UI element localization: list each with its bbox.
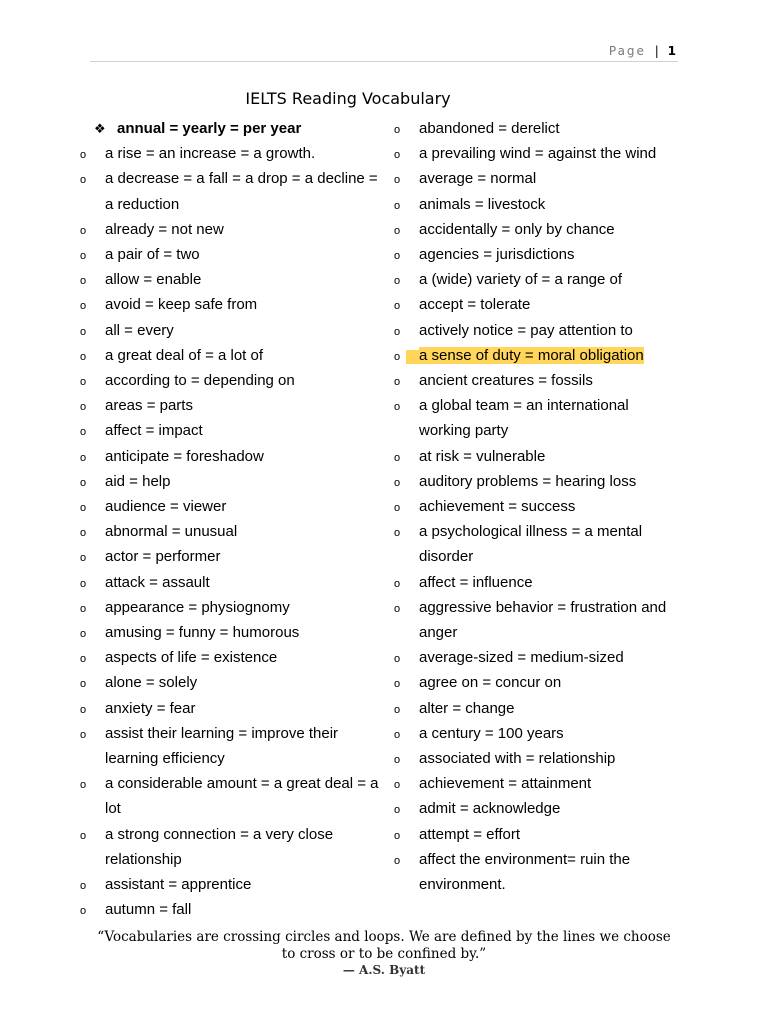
circle-bullet-icon: o bbox=[394, 577, 401, 590]
vocabulary-entry: a (wide) variety of = a range of bbox=[419, 271, 623, 289]
list-item bbox=[80, 368, 380, 393]
circle-bullet-icon: o bbox=[394, 325, 401, 338]
vocabulary-entry: autumn = fall bbox=[105, 901, 192, 919]
circle-bullet-icon: o bbox=[394, 376, 401, 389]
list-item bbox=[80, 141, 380, 166]
circle-bullet-icon: o bbox=[394, 224, 401, 237]
vocabulary-entry: assist their learning = improve their learning efficiency bbox=[105, 724, 339, 768]
circle-bullet-icon: o bbox=[80, 829, 87, 842]
list-item bbox=[394, 721, 684, 746]
vocabulary-entry: a strong connection = a very close relationship bbox=[105, 825, 334, 868]
circle-bullet-icon: o bbox=[80, 174, 87, 187]
circle-bullet-icon: o bbox=[394, 199, 401, 212]
circle-bullet-icon: o bbox=[394, 451, 401, 464]
quote-text: “Vocabularies are crossing circles and loops. We are defined by the lines we choose to cross or to be confined by.” bbox=[97, 929, 671, 962]
diamond-bullet-icon: ❖ bbox=[94, 121, 106, 136]
vocabulary-entry: auditory problems = hearing loss bbox=[419, 472, 637, 490]
circle-bullet-icon: o bbox=[394, 854, 401, 867]
circle-bullet-icon: o bbox=[80, 728, 87, 741]
list-item bbox=[80, 318, 380, 343]
vocabulary-entry: allow = enable bbox=[105, 271, 202, 289]
list-item bbox=[394, 267, 684, 292]
vocabulary-entry: amusing = funny = humorous bbox=[105, 624, 300, 642]
list-item bbox=[394, 796, 684, 821]
list-item bbox=[394, 444, 684, 469]
circle-bullet-icon: o bbox=[80, 476, 87, 489]
vocabulary-entry: affect the environment= ruin the environment. bbox=[419, 850, 631, 894]
list-item bbox=[80, 620, 380, 645]
list-item bbox=[80, 217, 380, 242]
list-item bbox=[394, 393, 684, 443]
vocabulary-entry: actively notice = pay attention to bbox=[419, 321, 633, 339]
circle-bullet-icon: o bbox=[80, 502, 87, 515]
list-item bbox=[394, 192, 684, 217]
circle-bullet-icon: o bbox=[394, 653, 401, 666]
page-number: 1 bbox=[667, 44, 676, 58]
vocabulary-entry: achievement = attainment bbox=[419, 775, 592, 793]
list-item bbox=[394, 318, 684, 343]
circle-bullet-icon: o bbox=[80, 300, 87, 313]
vocabulary-entry: associated with = relationship bbox=[419, 750, 616, 768]
circle-bullet-icon: o bbox=[80, 426, 87, 439]
vocabulary-entry: avoid = keep safe from bbox=[105, 296, 258, 314]
list-item bbox=[394, 570, 684, 595]
circle-bullet-icon: o bbox=[80, 527, 87, 540]
circle-bullet-icon: o bbox=[80, 703, 87, 716]
vocabulary-entry: areas = parts bbox=[105, 397, 193, 415]
vocabulary-entry: appearance = physiognomy bbox=[105, 598, 290, 616]
vocabulary-entry: a rise = an increase = a growth. bbox=[105, 145, 316, 163]
vocabulary-entry: alter = change bbox=[419, 699, 515, 717]
list-item bbox=[394, 595, 684, 645]
circle-bullet-icon: o bbox=[394, 476, 401, 489]
list-item bbox=[80, 519, 380, 544]
vocabulary-entry: average-sized = medium-sized bbox=[419, 649, 624, 667]
list-item bbox=[80, 444, 380, 469]
quote-author: — A.S. Byatt bbox=[342, 963, 426, 977]
list-item bbox=[80, 267, 380, 292]
vocabulary-entry: according to = depending on bbox=[105, 372, 295, 390]
list-item bbox=[394, 670, 684, 695]
list-item bbox=[394, 217, 684, 242]
vocabulary-entry: all = every bbox=[105, 321, 174, 339]
vocabulary-entry: average = normal bbox=[419, 170, 537, 188]
vocabulary-entry: achievement = success bbox=[419, 498, 576, 516]
page-label: Page bbox=[608, 44, 646, 58]
lead-item-text: annual = yearly = per year bbox=[117, 120, 302, 137]
vocabulary-entry: a pair of = two bbox=[105, 246, 200, 264]
circle-bullet-icon: o bbox=[394, 779, 401, 792]
list-item bbox=[394, 746, 684, 771]
list-item bbox=[80, 595, 380, 620]
list-item bbox=[80, 670, 380, 695]
lead-item bbox=[80, 116, 380, 141]
list-item bbox=[80, 570, 380, 595]
circle-bullet-icon: o bbox=[394, 602, 401, 615]
circle-bullet-icon: o bbox=[80, 678, 87, 691]
list-item bbox=[394, 242, 684, 267]
circle-bullet-icon: o bbox=[394, 343, 419, 371]
list-item bbox=[394, 368, 684, 393]
vocabulary-entry: a prevailing wind = against the wind bbox=[419, 145, 657, 163]
vocabulary-entry: admit = acknowledge bbox=[419, 800, 561, 818]
vocabulary-entry: animals = livestock bbox=[419, 195, 546, 213]
circle-bullet-icon: o bbox=[394, 502, 401, 515]
circle-bullet-icon: o bbox=[80, 880, 87, 893]
circle-bullet-icon: o bbox=[80, 577, 87, 590]
circle-bullet-icon: o bbox=[394, 804, 401, 817]
circle-bullet-icon: o bbox=[80, 376, 87, 389]
list-item bbox=[80, 544, 380, 569]
list-item bbox=[80, 166, 380, 216]
list-item bbox=[394, 847, 684, 897]
list-item bbox=[80, 696, 380, 721]
vocabulary-entry: aspects of life = existence bbox=[105, 649, 278, 667]
vocabulary-entry: alone = solely bbox=[105, 674, 198, 692]
list-item bbox=[80, 771, 380, 821]
list-item bbox=[394, 645, 684, 670]
circle-bullet-icon: o bbox=[80, 275, 87, 288]
circle-bullet-icon: o bbox=[80, 602, 87, 615]
document-title: IELTS Reading Vocabulary bbox=[245, 89, 451, 108]
circle-bullet-icon: o bbox=[394, 401, 401, 414]
list-item bbox=[80, 494, 380, 519]
vocabulary-entry: ancient creatures = fossils bbox=[419, 372, 593, 390]
list-item bbox=[394, 494, 684, 519]
circle-bullet-icon: o bbox=[80, 653, 87, 666]
vocabulary-entry: agree on = concur on bbox=[419, 674, 562, 692]
page-header bbox=[609, 44, 676, 58]
right-vocabulary-column bbox=[394, 116, 684, 897]
circle-bullet-icon: o bbox=[394, 149, 401, 162]
list-item bbox=[80, 897, 380, 922]
list-item bbox=[394, 696, 684, 721]
list-item bbox=[80, 872, 380, 897]
list-item bbox=[80, 242, 380, 267]
circle-bullet-icon: o bbox=[394, 754, 401, 767]
vocabulary-entry: a global team = an international working party bbox=[419, 397, 629, 440]
vocabulary-entry: assistant = apprentice bbox=[105, 876, 252, 894]
vocabulary-entry: agencies = jurisdictions bbox=[419, 246, 575, 264]
vocabulary-entry: a great deal of = a lot of bbox=[105, 346, 264, 364]
left-list bbox=[80, 141, 380, 922]
list-item bbox=[80, 292, 380, 317]
circle-bullet-icon: o bbox=[394, 275, 401, 288]
list-item bbox=[80, 645, 380, 670]
circle-bullet-icon: o bbox=[80, 149, 87, 162]
vocabulary-entry: abnormal = unusual bbox=[105, 523, 238, 541]
list-item bbox=[394, 771, 684, 796]
vocabulary-entry: anticipate = foreshadow bbox=[105, 447, 264, 465]
circle-bullet-icon: o bbox=[394, 703, 401, 716]
circle-bullet-icon: o bbox=[80, 224, 87, 237]
vocabulary-entry: accidentally = only by chance bbox=[419, 220, 615, 238]
highlighted-vocabulary-entry: a sense of duty = moral obligation bbox=[419, 346, 644, 364]
circle-bullet-icon: o bbox=[80, 552, 87, 565]
list-item bbox=[394, 141, 684, 166]
vocabulary-entry: aggressive behavior = frustration and anger bbox=[419, 598, 667, 642]
circle-bullet-icon: o bbox=[394, 527, 401, 540]
list-item bbox=[394, 469, 684, 494]
list-item bbox=[80, 343, 380, 368]
circle-bullet-icon: o bbox=[394, 250, 401, 263]
vocabulary-entry: a decrease = a fall = a drop = a decline = a reduction bbox=[105, 170, 378, 213]
circle-bullet-icon: o bbox=[394, 829, 401, 842]
circle-bullet-icon: o bbox=[80, 779, 87, 792]
list-item bbox=[80, 822, 380, 872]
vocabulary-entry: affect = impact bbox=[105, 422, 203, 440]
circle-bullet-icon: o bbox=[394, 678, 401, 691]
circle-bullet-icon: o bbox=[80, 905, 87, 918]
vocabulary-entry: actor = performer bbox=[105, 548, 221, 566]
left-vocabulary-column bbox=[80, 116, 380, 923]
vocabulary-entry: accept = tolerate bbox=[419, 296, 531, 314]
list-item bbox=[394, 343, 684, 368]
list-item bbox=[80, 469, 380, 494]
vocabulary-entry: at risk = vulnerable bbox=[419, 447, 546, 465]
circle-bullet-icon: o bbox=[80, 628, 87, 641]
vocabulary-entry: attack = assault bbox=[105, 573, 210, 591]
vocabulary-entry: a psychological illness = a mental disorder bbox=[419, 523, 643, 566]
circle-bullet-icon: o bbox=[394, 728, 401, 741]
list-item bbox=[394, 292, 684, 317]
vocabulary-entry: a considerable amount = a great deal = a lot bbox=[105, 775, 379, 818]
vocabulary-entry: attempt = effort bbox=[419, 825, 521, 843]
vocabulary-entry: a century = 100 years bbox=[419, 724, 564, 742]
circle-bullet-icon: o bbox=[80, 250, 87, 263]
list-item bbox=[394, 166, 684, 191]
circle-bullet-icon: o bbox=[80, 451, 87, 464]
vocabulary-entry: abandoned = derelict bbox=[419, 120, 560, 137]
circle-bullet-icon: o bbox=[80, 350, 87, 363]
circle-bullet-icon: o bbox=[394, 300, 401, 313]
page-separator: | bbox=[654, 44, 659, 58]
list-item bbox=[80, 418, 380, 443]
list-item bbox=[394, 822, 684, 847]
vocabulary-entry: anxiety = fear bbox=[105, 699, 196, 717]
right-list bbox=[394, 116, 684, 897]
list-item bbox=[394, 116, 684, 141]
vocabulary-entry: aid = help bbox=[105, 472, 171, 490]
header-divider bbox=[90, 61, 678, 62]
vocabulary-entry: already = not new bbox=[105, 220, 224, 238]
circle-bullet-icon: o bbox=[80, 401, 87, 414]
circle-bullet-icon: o bbox=[394, 124, 401, 136]
list-item bbox=[80, 721, 380, 771]
circle-bullet-icon: o bbox=[80, 325, 87, 338]
vocabulary-entry: audience = viewer bbox=[105, 498, 227, 516]
circle-bullet-icon: o bbox=[394, 174, 401, 187]
vocabulary-entry: affect = influence bbox=[419, 573, 533, 591]
list-item bbox=[394, 519, 684, 569]
list-item bbox=[80, 393, 380, 418]
